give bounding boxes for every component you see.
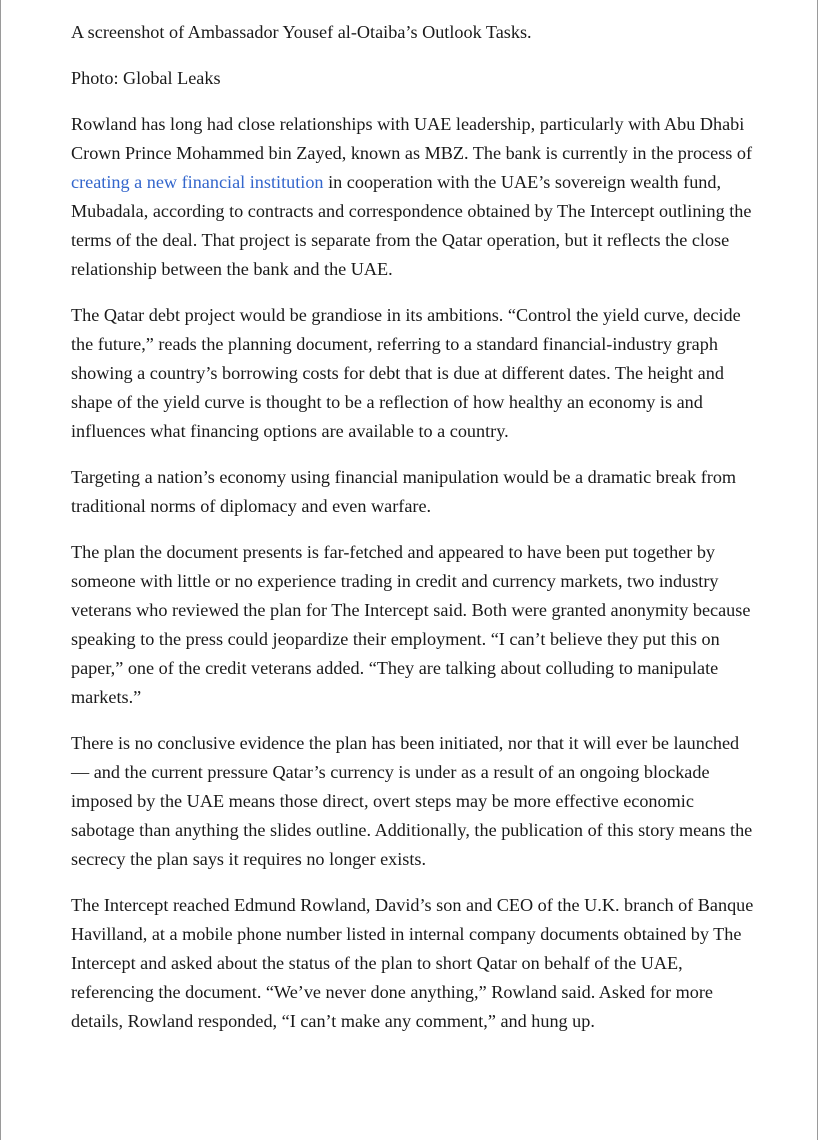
- paragraph-financial-manipulation: Targeting a nation’s economy using financial manipulation would be a dramatic break from traditional norms of diplomacy and even warfare.: [71, 467, 737, 516]
- paragraph-edmund-rowland: The Intercept reached Edmund Rowland, David’s son and CEO of the U.K. branch of Banque Havilland, at a mobile phone number listed in internal company documents obtained by The Intercept and asked about the status of the plan to short Qatar on behalf of the UAE, referencing the document. “We’ve never done anything,” Rowland said. Asked for more details, Rowland responded, “I can’t make any comment,” and hung up.: [71, 895, 754, 1031]
- paragraph-text-before-link: Rowland has long had close relationships with UAE leadership, particularly with Abu Dhabi Crown Prince Mohammed bin Zayed, known as MBZ. The bank is currently in the process of: [71, 114, 753, 163]
- photo-credit: Photo: Global Leaks: [71, 68, 221, 88]
- paragraph-plan-farfetched: The plan the document presents is far-fetched and appeared to have been put together by someone with little or no experience trading in credit and currency markets, two industry veterans who reviewed the plan for The Intercept said. Both were granted anonymity because speaking to the press could jeopardize their employment. “I can’t believe they put this on paper,” one of the credit veterans added. “They are talking about colluding to manipulate markets.”: [71, 542, 751, 707]
- paragraph-rowland-relationships: [71, 110, 761, 284]
- paragraph-qatar-debt-project: The Qatar debt project would be grandiose in its ambitions. “Control the yield curve, decide the future,” reads the planning document, referring to a standard financial-industry graph showing a country’s borrowing costs for debt that is due at different dates. The height and shape of the yield curve is thought to be a reflection of how healthy an economy is and influences what financing options are available to a country.: [71, 305, 741, 441]
- financial-institution-link[interactable]: creating a new financial institution: [71, 172, 324, 192]
- image-caption: A screenshot of Ambassador Yousef al-Otaiba’s Outlook Tasks.: [71, 22, 532, 42]
- article-body: [71, 18, 761, 1053]
- paragraph-no-conclusive-evidence: There is no conclusive evidence the plan has been initiated, nor that it will ever be launched — and the current pressure Qatar’s currency is under as a result of an ongoing blockade imposed by the UAE means those direct, overt steps may be more effective economic sabotage than anything the slides outline. Additionally, the publication of this story means the secrecy the plan says it requires no longer exists.: [71, 733, 753, 869]
- paragraph-text-after-link: in cooperation with the UAE’s sovereign wealth fund, Mubadala, according to contracts and correspondence obtained by The Intercept outlining the terms of the deal. That project is separate from the Qatar operation, but it reflects the close relationship between the bank and the UAE.: [71, 172, 752, 279]
